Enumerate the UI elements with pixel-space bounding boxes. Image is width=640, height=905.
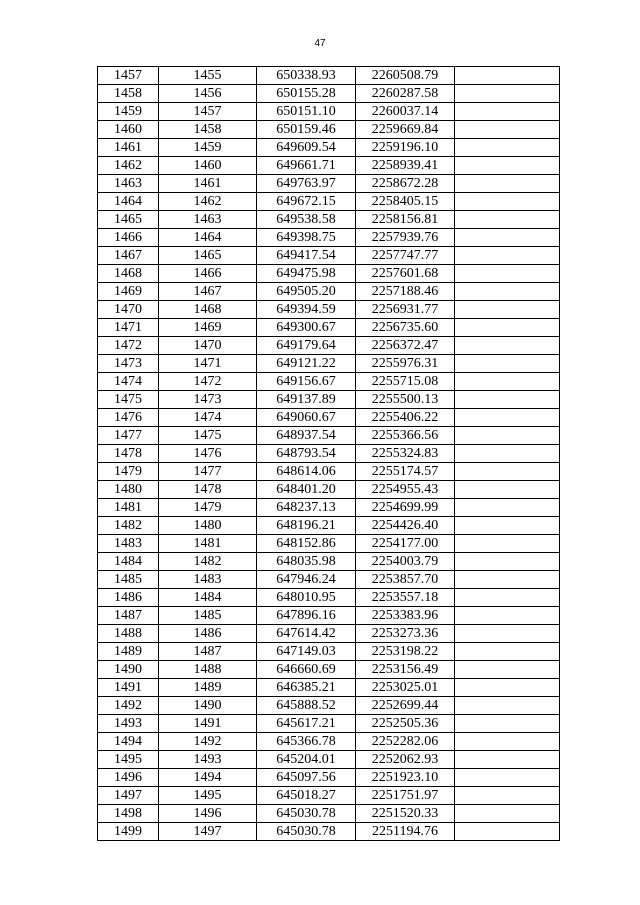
reference-number-cell: 1471: [159, 355, 257, 373]
x-coordinate-cell: 647946.24: [257, 571, 356, 589]
x-coordinate-cell: 649179.64: [257, 337, 356, 355]
reference-number-cell: 1487: [159, 643, 257, 661]
point-number-cell: 1467: [98, 247, 159, 265]
table-row: [98, 661, 560, 679]
reference-number-cell: 1476: [159, 445, 257, 463]
reference-number-cell: 1497: [159, 823, 257, 841]
y-coordinate-cell: 2255500.13: [356, 391, 455, 409]
reference-number-cell: 1489: [159, 679, 257, 697]
x-coordinate-cell: 648152.86: [257, 535, 356, 553]
x-coordinate-cell: 649505.20: [257, 283, 356, 301]
table-row: [98, 607, 560, 625]
point-number-cell: 1495: [98, 751, 159, 769]
table-row: [98, 193, 560, 211]
y-coordinate-cell: 2257601.68: [356, 265, 455, 283]
x-coordinate-cell: 650338.93: [257, 67, 356, 85]
x-coordinate-cell: 646385.21: [257, 679, 356, 697]
table-row: [98, 409, 560, 427]
reference-number-cell: 1482: [159, 553, 257, 571]
reference-number-cell: 1484: [159, 589, 257, 607]
reference-number-cell: 1480: [159, 517, 257, 535]
reference-number-cell: 1495: [159, 787, 257, 805]
table-row: [98, 373, 560, 391]
note-cell: [455, 661, 560, 679]
note-cell: [455, 427, 560, 445]
table-row: [98, 121, 560, 139]
point-number-cell: 1481: [98, 499, 159, 517]
y-coordinate-cell: 2251923.10: [356, 769, 455, 787]
note-cell: [455, 787, 560, 805]
note-cell: [455, 697, 560, 715]
x-coordinate-cell: 649763.97: [257, 175, 356, 193]
x-coordinate-cell: 649661.71: [257, 157, 356, 175]
note-cell: [455, 355, 560, 373]
reference-number-cell: 1483: [159, 571, 257, 589]
table-row: [98, 769, 560, 787]
note-cell: [455, 733, 560, 751]
point-number-cell: 1484: [98, 553, 159, 571]
note-cell: [455, 481, 560, 499]
y-coordinate-cell: 2260037.14: [356, 103, 455, 121]
table-row: [98, 463, 560, 481]
point-number-cell: 1457: [98, 67, 159, 85]
table-row: [98, 85, 560, 103]
note-cell: [455, 553, 560, 571]
reference-number-cell: 1459: [159, 139, 257, 157]
note-cell: [455, 67, 560, 85]
reference-number-cell: 1488: [159, 661, 257, 679]
y-coordinate-cell: 2253383.96: [356, 607, 455, 625]
x-coordinate-cell: 648793.54: [257, 445, 356, 463]
note-cell: [455, 823, 560, 841]
y-coordinate-cell: 2252282.06: [356, 733, 455, 751]
y-coordinate-cell: 2252699.44: [356, 697, 455, 715]
note-cell: [455, 625, 560, 643]
y-coordinate-cell: 2255406.22: [356, 409, 455, 427]
y-coordinate-cell: 2256735.60: [356, 319, 455, 337]
note-cell: [455, 715, 560, 733]
x-coordinate-cell: 645018.27: [257, 787, 356, 805]
reference-number-cell: 1455: [159, 67, 257, 85]
y-coordinate-cell: 2254003.79: [356, 553, 455, 571]
table-row: [98, 229, 560, 247]
y-coordinate-cell: 2256372.47: [356, 337, 455, 355]
note-cell: [455, 517, 560, 535]
y-coordinate-cell: 2253156.49: [356, 661, 455, 679]
y-coordinate-cell: 2257939.76: [356, 229, 455, 247]
reference-number-cell: 1491: [159, 715, 257, 733]
note-cell: [455, 499, 560, 517]
point-number-cell: 1464: [98, 193, 159, 211]
reference-number-cell: 1458: [159, 121, 257, 139]
x-coordinate-cell: 648937.54: [257, 427, 356, 445]
x-coordinate-cell: 650159.46: [257, 121, 356, 139]
table-row: [98, 391, 560, 409]
point-number-cell: 1468: [98, 265, 159, 283]
point-number-cell: 1478: [98, 445, 159, 463]
note-cell: [455, 247, 560, 265]
coordinates-table: [97, 66, 560, 841]
reference-number-cell: 1494: [159, 769, 257, 787]
reference-number-cell: 1472: [159, 373, 257, 391]
table-row: [98, 499, 560, 517]
y-coordinate-cell: 2255976.31: [356, 355, 455, 373]
table-row: [98, 265, 560, 283]
reference-number-cell: 1496: [159, 805, 257, 823]
reference-number-cell: 1463: [159, 211, 257, 229]
y-coordinate-cell: 2258405.15: [356, 193, 455, 211]
point-number-cell: 1475: [98, 391, 159, 409]
x-coordinate-cell: 649609.54: [257, 139, 356, 157]
point-number-cell: 1493: [98, 715, 159, 733]
note-cell: [455, 679, 560, 697]
x-coordinate-cell: 650151.10: [257, 103, 356, 121]
reference-number-cell: 1460: [159, 157, 257, 175]
x-coordinate-cell: 649417.54: [257, 247, 356, 265]
point-number-cell: 1490: [98, 661, 159, 679]
x-coordinate-cell: 649672.15: [257, 193, 356, 211]
y-coordinate-cell: 2254955.43: [356, 481, 455, 499]
note-cell: [455, 589, 560, 607]
point-number-cell: 1486: [98, 589, 159, 607]
point-number-cell: 1471: [98, 319, 159, 337]
x-coordinate-cell: 649156.67: [257, 373, 356, 391]
table-row: [98, 247, 560, 265]
note-cell: [455, 373, 560, 391]
table-row: [98, 787, 560, 805]
reference-number-cell: 1473: [159, 391, 257, 409]
table-row: [98, 571, 560, 589]
x-coordinate-cell: 648035.98: [257, 553, 356, 571]
reference-number-cell: 1486: [159, 625, 257, 643]
y-coordinate-cell: 2251520.33: [356, 805, 455, 823]
y-coordinate-cell: 2255715.08: [356, 373, 455, 391]
x-coordinate-cell: 645617.21: [257, 715, 356, 733]
y-coordinate-cell: 2260287.58: [356, 85, 455, 103]
y-coordinate-cell: 2253857.70: [356, 571, 455, 589]
note-cell: [455, 139, 560, 157]
table-row: [98, 697, 560, 715]
x-coordinate-cell: 649538.58: [257, 211, 356, 229]
reference-number-cell: 1477: [159, 463, 257, 481]
reference-number-cell: 1468: [159, 301, 257, 319]
note-cell: [455, 445, 560, 463]
table-row: [98, 445, 560, 463]
x-coordinate-cell: 645030.78: [257, 805, 356, 823]
table-row: [98, 589, 560, 607]
y-coordinate-cell: 2258939.41: [356, 157, 455, 175]
table-row: [98, 211, 560, 229]
page-number: 47: [314, 38, 326, 49]
table-row: [98, 535, 560, 553]
note-cell: [455, 337, 560, 355]
point-number-cell: 1470: [98, 301, 159, 319]
point-number-cell: 1472: [98, 337, 159, 355]
y-coordinate-cell: 2258672.28: [356, 175, 455, 193]
x-coordinate-cell: 650155.28: [257, 85, 356, 103]
y-coordinate-cell: 2254426.40: [356, 517, 455, 535]
x-coordinate-cell: 649398.75: [257, 229, 356, 247]
note-cell: [455, 571, 560, 589]
point-number-cell: 1497: [98, 787, 159, 805]
note-cell: [455, 319, 560, 337]
x-coordinate-cell: 649137.89: [257, 391, 356, 409]
point-number-cell: 1479: [98, 463, 159, 481]
x-coordinate-cell: 645888.52: [257, 697, 356, 715]
table-row: [98, 481, 560, 499]
note-cell: [455, 409, 560, 427]
point-number-cell: 1476: [98, 409, 159, 427]
reference-number-cell: 1457: [159, 103, 257, 121]
point-number-cell: 1482: [98, 517, 159, 535]
reference-number-cell: 1467: [159, 283, 257, 301]
y-coordinate-cell: 2255366.56: [356, 427, 455, 445]
y-coordinate-cell: 2254177.00: [356, 535, 455, 553]
y-coordinate-cell: 2259669.84: [356, 121, 455, 139]
note-cell: [455, 463, 560, 481]
table-row: [98, 283, 560, 301]
point-number-cell: 1488: [98, 625, 159, 643]
point-number-cell: 1465: [98, 211, 159, 229]
point-number-cell: 1458: [98, 85, 159, 103]
x-coordinate-cell: 645097.56: [257, 769, 356, 787]
y-coordinate-cell: 2258156.81: [356, 211, 455, 229]
y-coordinate-cell: 2252062.93: [356, 751, 455, 769]
note-cell: [455, 193, 560, 211]
table-row: [98, 823, 560, 841]
x-coordinate-cell: 648614.06: [257, 463, 356, 481]
point-number-cell: 1498: [98, 805, 159, 823]
point-number-cell: 1496: [98, 769, 159, 787]
y-coordinate-cell: 2251194.76: [356, 823, 455, 841]
table-row: [98, 679, 560, 697]
note-cell: [455, 265, 560, 283]
x-coordinate-cell: 647896.16: [257, 607, 356, 625]
note-cell: [455, 769, 560, 787]
table-row: [98, 319, 560, 337]
note-cell: [455, 229, 560, 247]
note-cell: [455, 103, 560, 121]
y-coordinate-cell: 2259196.10: [356, 139, 455, 157]
reference-number-cell: 1464: [159, 229, 257, 247]
note-cell: [455, 805, 560, 823]
reference-number-cell: 1478: [159, 481, 257, 499]
reference-number-cell: 1490: [159, 697, 257, 715]
coordinates-table-body: [98, 67, 560, 841]
reference-number-cell: 1481: [159, 535, 257, 553]
point-number-cell: 1459: [98, 103, 159, 121]
reference-number-cell: 1469: [159, 319, 257, 337]
note-cell: [455, 121, 560, 139]
point-number-cell: 1466: [98, 229, 159, 247]
x-coordinate-cell: 645366.78: [257, 733, 356, 751]
y-coordinate-cell: 2255324.83: [356, 445, 455, 463]
point-number-cell: 1473: [98, 355, 159, 373]
y-coordinate-cell: 2260508.79: [356, 67, 455, 85]
reference-number-cell: 1470: [159, 337, 257, 355]
x-coordinate-cell: 649394.59: [257, 301, 356, 319]
point-number-cell: 1469: [98, 283, 159, 301]
y-coordinate-cell: 2254699.99: [356, 499, 455, 517]
reference-number-cell: 1475: [159, 427, 257, 445]
x-coordinate-cell: 649060.67: [257, 409, 356, 427]
y-coordinate-cell: 2253025.01: [356, 679, 455, 697]
reference-number-cell: 1492: [159, 733, 257, 751]
point-number-cell: 1487: [98, 607, 159, 625]
note-cell: [455, 283, 560, 301]
note-cell: [455, 157, 560, 175]
x-coordinate-cell: 645030.78: [257, 823, 356, 841]
table-row: [98, 751, 560, 769]
y-coordinate-cell: 2253557.18: [356, 589, 455, 607]
point-number-cell: 1477: [98, 427, 159, 445]
reference-number-cell: 1474: [159, 409, 257, 427]
x-coordinate-cell: 649300.67: [257, 319, 356, 337]
reference-number-cell: 1485: [159, 607, 257, 625]
x-coordinate-cell: 648010.95: [257, 589, 356, 607]
table-row: [98, 337, 560, 355]
point-number-cell: 1462: [98, 157, 159, 175]
table-row: [98, 139, 560, 157]
y-coordinate-cell: 2255174.57: [356, 463, 455, 481]
note-cell: [455, 301, 560, 319]
reference-number-cell: 1465: [159, 247, 257, 265]
point-number-cell: 1460: [98, 121, 159, 139]
y-coordinate-cell: 2253273.36: [356, 625, 455, 643]
note-cell: [455, 607, 560, 625]
x-coordinate-cell: 647149.03: [257, 643, 356, 661]
reference-number-cell: 1461: [159, 175, 257, 193]
table-row: [98, 517, 560, 535]
table-row: [98, 103, 560, 121]
point-number-cell: 1492: [98, 697, 159, 715]
point-number-cell: 1461: [98, 139, 159, 157]
x-coordinate-cell: 645204.01: [257, 751, 356, 769]
x-coordinate-cell: 647614.42: [257, 625, 356, 643]
point-number-cell: 1474: [98, 373, 159, 391]
x-coordinate-cell: 649121.22: [257, 355, 356, 373]
reference-number-cell: 1462: [159, 193, 257, 211]
note-cell: [455, 175, 560, 193]
point-number-cell: 1499: [98, 823, 159, 841]
y-coordinate-cell: 2253198.22: [356, 643, 455, 661]
y-coordinate-cell: 2252505.36: [356, 715, 455, 733]
point-number-cell: 1485: [98, 571, 159, 589]
y-coordinate-cell: 2256931.77: [356, 301, 455, 319]
point-number-cell: 1480: [98, 481, 159, 499]
table-row: [98, 427, 560, 445]
note-cell: [455, 85, 560, 103]
x-coordinate-cell: 648237.13: [257, 499, 356, 517]
note-cell: [455, 643, 560, 661]
table-row: [98, 625, 560, 643]
table-row: [98, 805, 560, 823]
note-cell: [455, 535, 560, 553]
reference-number-cell: 1493: [159, 751, 257, 769]
note-cell: [455, 751, 560, 769]
point-number-cell: 1463: [98, 175, 159, 193]
table-row: [98, 67, 560, 85]
note-cell: [455, 211, 560, 229]
table-row: [98, 301, 560, 319]
reference-number-cell: 1479: [159, 499, 257, 517]
table-row: [98, 733, 560, 751]
reference-number-cell: 1466: [159, 265, 257, 283]
x-coordinate-cell: 648401.20: [257, 481, 356, 499]
reference-number-cell: 1456: [159, 85, 257, 103]
y-coordinate-cell: 2257747.77: [356, 247, 455, 265]
x-coordinate-cell: 648196.21: [257, 517, 356, 535]
note-cell: [455, 391, 560, 409]
table-row: [98, 553, 560, 571]
table-row: [98, 175, 560, 193]
table-row: [98, 643, 560, 661]
table-row: [98, 157, 560, 175]
point-number-cell: 1489: [98, 643, 159, 661]
table-row: [98, 355, 560, 373]
y-coordinate-cell: 2257188.46: [356, 283, 455, 301]
x-coordinate-cell: 646660.69: [257, 661, 356, 679]
point-number-cell: 1483: [98, 535, 159, 553]
point-number-cell: 1491: [98, 679, 159, 697]
table-row: [98, 715, 560, 733]
point-number-cell: 1494: [98, 733, 159, 751]
y-coordinate-cell: 2251751.97: [356, 787, 455, 805]
x-coordinate-cell: 649475.98: [257, 265, 356, 283]
